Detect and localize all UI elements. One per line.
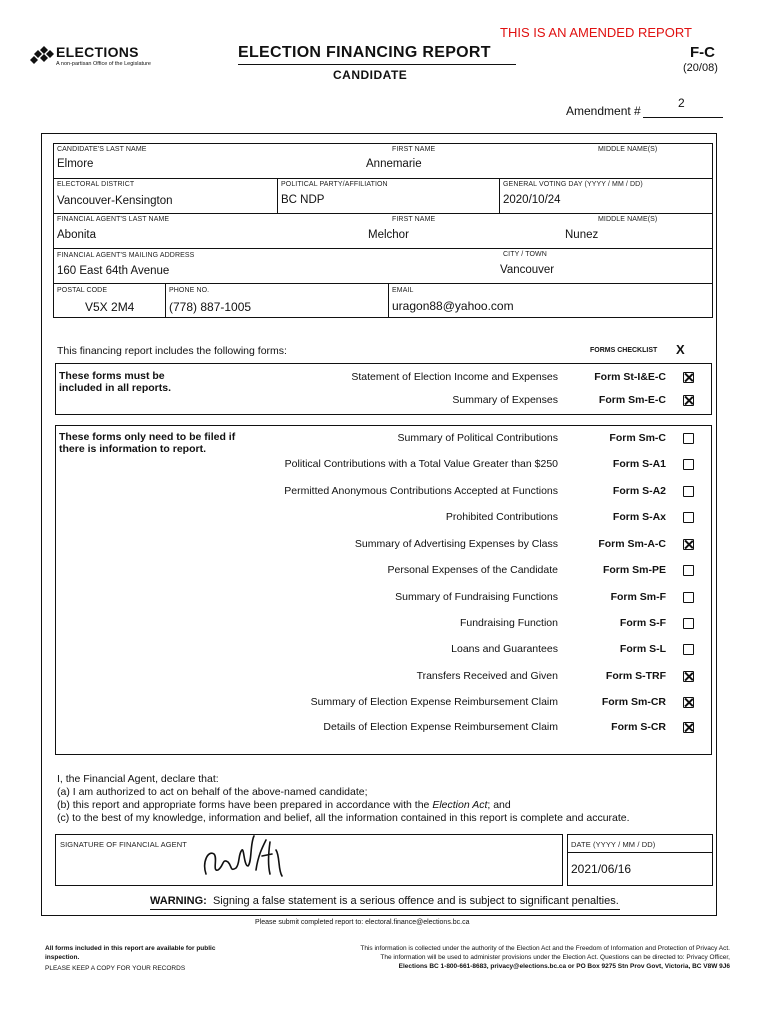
warning — [150, 895, 619, 907]
page-title: ELECTION FINANCING REPORT — [238, 44, 491, 61]
form-description: Summary of Expenses — [452, 394, 558, 406]
candidate-first-name[interactable]: Annemarie — [366, 158, 422, 170]
warning-underline — [150, 909, 620, 910]
amended-notice: THIS IS AN AMENDED REPORT — [500, 25, 692, 40]
form-code: Form Sm-CR — [601, 696, 666, 708]
phone-label: PHONE NO. — [169, 287, 210, 294]
form-checkbox[interactable] — [683, 512, 694, 523]
form-description: Fundraising Function — [459, 617, 558, 629]
agent-first-name[interactable]: Melchor — [368, 229, 409, 241]
grid-line — [53, 178, 713, 179]
party[interactable]: BC NDP — [281, 194, 325, 206]
submit-note: Please submit completed report to: electoral.finance@elections.bc.ca — [255, 919, 470, 926]
agent-address-label: FINANCIAL AGENT'S MAILING ADDRESS — [57, 252, 195, 259]
agent-city-label: CITY / TOWN — [503, 251, 547, 258]
postal-code[interactable]: V5X 2M4 — [85, 300, 135, 314]
amendment-line — [643, 117, 723, 118]
grid-line — [277, 178, 278, 213]
declaration — [57, 773, 707, 825]
form-code: Form Sm-F — [610, 591, 666, 603]
form-code: Form Sm-E-C — [598, 394, 666, 406]
form-code: Form St-I&E-C — [594, 371, 666, 383]
declaration-line: (c) to the best of my knowledge, information and belief, all the information contained in this report is complete and accurate. — [57, 812, 630, 824]
grid-line — [53, 248, 713, 249]
public-inspection-note: All forms included in this report are available for public inspection. — [45, 945, 216, 961]
form-checkbox[interactable] — [683, 433, 694, 444]
grid-line — [53, 283, 713, 284]
form-code: Form Sm-A-C — [598, 538, 666, 550]
candidate-last-name-label: CANDIDATE'S LAST NAME — [57, 146, 147, 153]
form-code: Form S-A2 — [612, 485, 666, 497]
form-description: Personal Expenses of the Candidate — [387, 564, 558, 576]
forms-checklist-mark: X — [676, 342, 685, 357]
optional-note: These forms only need to be filed if there is information to report. — [59, 431, 236, 455]
grid-line — [499, 178, 500, 213]
form-description: Loans and Guarantees — [451, 643, 558, 655]
title-rule — [238, 64, 516, 65]
form-code: Form S-CR — [611, 721, 666, 733]
agent-last-name-label: FINANCIAL AGENT'S LAST NAME — [57, 216, 170, 223]
party-label: POLITICAL PARTY/AFFILIATION — [281, 181, 388, 188]
declaration-line — [57, 799, 707, 812]
agent-middle-name-label: MIDDLE NAME(S) — [598, 216, 658, 223]
form-checkbox[interactable] — [683, 395, 694, 406]
form-checkbox[interactable] — [683, 671, 694, 682]
form-description: Summary of Fundraising Functions — [395, 591, 558, 603]
forms-checklist-label: FORMS CHECKLIST — [590, 347, 658, 354]
amendment-value[interactable]: 2 — [678, 96, 685, 110]
form-checkbox[interactable] — [683, 486, 694, 497]
electoral-district[interactable]: Vancouver-Kensington — [57, 195, 173, 207]
form-checkbox[interactable] — [683, 644, 694, 655]
date-label: DATE (YYYY / MM / DD) — [571, 840, 656, 849]
form-description: Details of Election Expense Reimbursement Claim — [323, 721, 558, 733]
agent-middle-name[interactable]: Nunez — [565, 229, 599, 241]
form-checkbox[interactable] — [683, 722, 694, 733]
form-code: Form S-L — [619, 643, 666, 655]
grid-line — [53, 213, 713, 214]
grid-line — [165, 283, 166, 318]
form-code: Form Sm-PE — [602, 564, 666, 576]
electoral-district-label: ELECTORAL DISTRICT — [57, 181, 135, 188]
form-checkbox[interactable] — [683, 618, 694, 629]
date-divider — [567, 852, 713, 853]
form-code: Form S-TRF — [605, 670, 666, 682]
date-value[interactable]: 2021/06/16 — [571, 862, 632, 876]
form-checkbox[interactable] — [683, 372, 694, 383]
privacy-line: Elections BC 1-800-661-8683, privacy@elections.bc.ca or PO Box 9275 Stn Prov Govt, Victoria, BC V8W 9J6 — [398, 963, 730, 970]
election-act-reference: Election Act — [432, 799, 488, 811]
form-code: Form Sm-C — [609, 432, 666, 444]
privacy-line: The information will be used to administer provisions under the Election Act. Questions can be directed to: Privacy Officer, — [380, 954, 730, 961]
email-label: EMAIL — [392, 287, 414, 294]
signature-image — [196, 826, 291, 886]
form-description: Statement of Election Income and Expenses — [351, 371, 558, 383]
declaration-text: ; and — [487, 799, 511, 811]
elections-logo-icon — [30, 44, 54, 66]
required-note: These forms must be included in all reports. — [59, 370, 172, 394]
logo-subtitle: A non-partisan Office of the Legislature — [56, 61, 151, 67]
agent-last-name[interactable]: Abonita — [57, 229, 97, 241]
agent-first-name-label: FIRST NAME — [392, 216, 436, 223]
amendment-label: Amendment # — [566, 104, 641, 118]
grid-line — [388, 283, 389, 318]
form-description: Political Contributions with a Total Value Greater than $250 — [284, 458, 558, 470]
phone[interactable]: (778) 887-1005 — [169, 300, 252, 314]
declaration-text: (b) this report and appropriate forms have been prepared in accordance with the — [57, 799, 433, 811]
form-code: Form S-A1 — [612, 458, 666, 470]
form-description: Summary of Political Contributions — [397, 432, 558, 444]
signature-label: SIGNATURE OF FINANCIAL AGENT — [60, 840, 187, 849]
agent-address[interactable]: 160 East 64th Avenue — [57, 265, 170, 277]
warning-text: Signing a false statement is a serious offence and is subject to significant penalties. — [212, 895, 619, 907]
forms-intro: This financing report includes the following forms: — [57, 345, 287, 357]
candidate-middle-name-label: MIDDLE NAME(S) — [598, 146, 658, 153]
candidate-last-name[interactable]: Elmore — [57, 158, 94, 170]
email[interactable]: uragon88@yahoo.com — [392, 299, 514, 313]
privacy-notice — [244, 944, 730, 971]
form-checkbox[interactable] — [683, 459, 694, 470]
voting-day[interactable]: 2020/10/24 — [503, 194, 561, 206]
form-description: Summary of Advertising Expenses by Class — [354, 538, 558, 550]
form-version: (20/08) — [683, 62, 718, 74]
form-checkbox[interactable] — [683, 565, 694, 576]
form-code: F-C — [690, 44, 715, 61]
form-code: Form S-F — [619, 617, 666, 629]
keep-copy-note: PLEASE KEEP A COPY FOR YOUR RECORDS — [45, 965, 186, 972]
form-checkbox[interactable] — [683, 539, 694, 550]
declaration-line: (a) I am authorized to act on behalf of the above-named candidate; — [57, 786, 368, 798]
declaration-line: I, the Financial Agent, declare that: — [57, 773, 219, 785]
candidate-first-name-label: FIRST NAME — [392, 146, 436, 153]
warning-label: WARNING: — [150, 895, 207, 907]
form-checkbox[interactable] — [683, 697, 694, 708]
form-checkbox[interactable] — [683, 592, 694, 603]
form-description: Permitted Anonymous Contributions Accepted at Functions — [284, 485, 558, 497]
voting-day-label: GENERAL VOTING DAY (YYYY / MM / DD) — [503, 181, 643, 188]
form-description: Transfers Received and Given — [416, 670, 558, 682]
page-subtitle: CANDIDATE — [333, 68, 408, 82]
privacy-line: This information is collected under the authority of the Election Act and the Freedom of Information and Protection of Privacy Act. — [360, 945, 730, 952]
form-code: Form S-Ax — [612, 511, 666, 523]
form-description: Prohibited Contributions — [445, 511, 558, 523]
postal-code-label: POSTAL CODE — [57, 287, 108, 294]
logo-text: ELECTIONS — [56, 44, 139, 60]
form-description: Summary of Election Expense Reimbursement Claim — [310, 696, 558, 708]
agent-city[interactable]: Vancouver — [500, 264, 555, 276]
